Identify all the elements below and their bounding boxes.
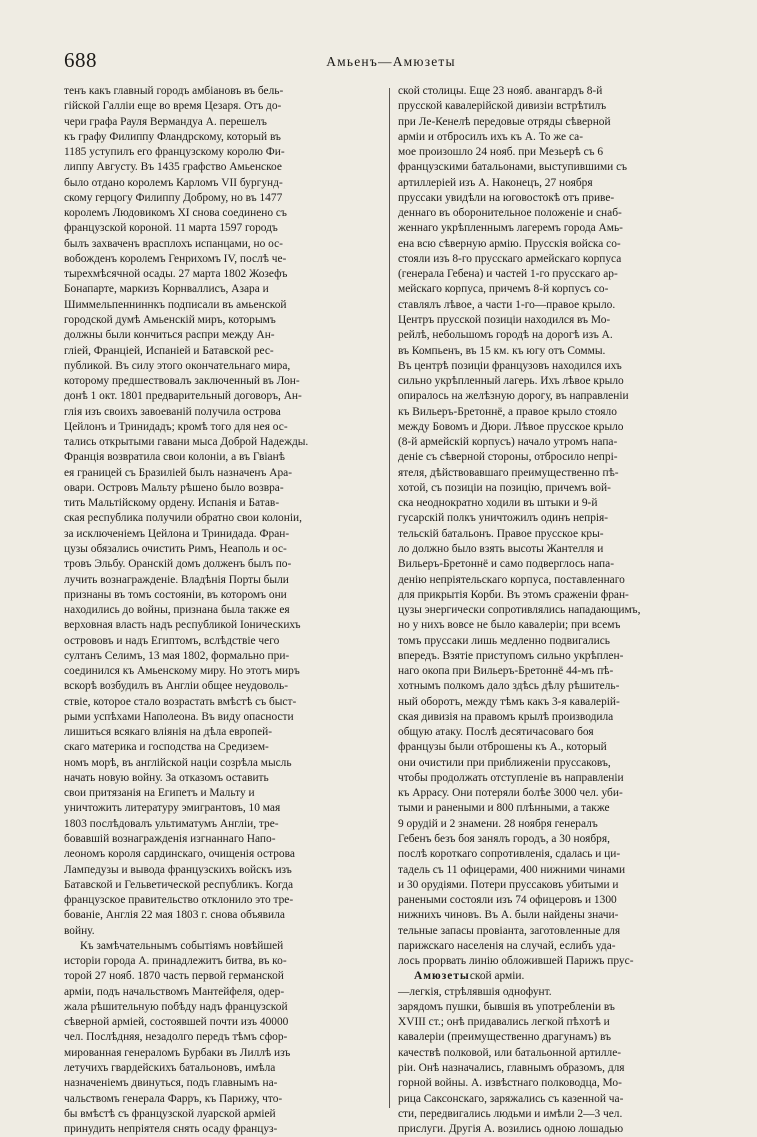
text-line	[64, 985, 382, 1000]
line-text: гусарскій полкъ уничтожилъ одинъ непрія-	[398, 512, 609, 525]
text-line	[398, 588, 716, 603]
line-text: лишиться всякаго вліянія на дѣла европей-	[64, 726, 273, 739]
text-line	[398, 1030, 716, 1045]
line-text: зарядомъ пушки, бывшія въ употребленіи въ	[398, 1000, 615, 1013]
line-text: для прикрытія Корби. Въ этомъ сраженіи фран-	[398, 588, 629, 601]
text-line	[398, 878, 716, 893]
text-line	[64, 298, 382, 313]
line-text: верховная власть надъ республикой Іоническихъ	[64, 619, 301, 632]
line-text: послѣ короткаго сопротивленія, сдалась и ци-	[398, 848, 621, 861]
text-line	[64, 450, 382, 465]
text-line	[64, 542, 382, 557]
text-line	[64, 237, 382, 252]
text-line	[398, 893, 716, 908]
text-line	[398, 389, 716, 404]
text-line	[398, 1061, 716, 1076]
line-text: они очистили при приближеніи пруссаковъ,	[398, 756, 611, 769]
text-line	[398, 985, 716, 1000]
entry-headword: Амюзеты	[414, 970, 470, 983]
line-text: ской арміи.	[469, 970, 525, 983]
line-text: скаго материка и господства на Средизем-	[64, 741, 269, 754]
line-text: французы были отброшены къ А., который	[398, 741, 607, 754]
line-text: наго окопа при Вильеръ-Бретоннё 44-мъ пѣ-	[398, 665, 614, 678]
line-text: (8-й армейскій корпусъ) начало утромъ напа-	[398, 436, 618, 449]
line-text: гліей, Франціей, Испаніей и Батавской рес-	[64, 344, 274, 357]
text-line	[64, 801, 382, 816]
text-line	[64, 1015, 382, 1030]
line-text: цузы обязались очистить Римъ, Неаполь и ос-	[64, 542, 287, 555]
text-line	[64, 817, 382, 832]
line-text: горной войны. А. извѣстнаго полководца, Мо-	[398, 1077, 622, 1090]
left-column	[64, 84, 382, 1137]
text-line	[64, 603, 382, 618]
line-text: исторіи города А. принадлежитъ битва, въ ко-	[64, 955, 287, 968]
text-line	[398, 634, 716, 649]
line-text: арміи, подъ начальствомъ Мантейфеля, одер-	[64, 985, 285, 998]
line-text: сти, передвигались людьми и имѣли 2—3 чел.	[398, 1107, 623, 1120]
text-line	[398, 481, 716, 496]
text-line	[64, 710, 382, 725]
page-number: 688	[64, 48, 97, 72]
line-text: тельскій батальонъ. Правое прусское кры-	[398, 527, 604, 540]
line-text: Цейлонъ и Тринидадъ; кромѣ того для нея ос-	[64, 420, 288, 433]
text-line	[64, 924, 382, 939]
text-line	[64, 145, 382, 160]
text-line	[64, 313, 382, 328]
text-line	[64, 618, 382, 633]
text-line	[398, 679, 716, 694]
line-text: ставлялъ лѣвое, а части 1-го—правое крыло.	[398, 298, 616, 311]
text-line	[398, 420, 716, 435]
line-text: цузы энергически сопротивлялись нападающимъ,	[398, 604, 641, 617]
line-text: къ Вильеръ-Бретоннё, а правое крыло стояло	[398, 405, 617, 418]
line-text: чальствомъ генерала Фарръ, къ Парижу, что-	[64, 1092, 283, 1105]
text-line	[64, 847, 382, 862]
line-text: летучихъ гвардейскихъ батальоновъ, имѣла	[64, 1062, 276, 1074]
text-line	[64, 1107, 382, 1122]
text-line	[398, 237, 716, 252]
line-text: 1185 уступилъ его французскому королю Фи-	[64, 146, 285, 159]
line-text: ло должно было взять высоты Жантелля и	[398, 542, 604, 555]
line-text: женнаго укрѣпленнымъ лагеремъ города Амь-	[398, 222, 623, 235]
text-line	[398, 527, 716, 542]
line-text: 9 орудій и 2 знамени. 28 ноября генералъ	[398, 817, 598, 830]
line-text: острововъ и надъ Египтомъ, вслѣдствіе чего	[64, 634, 280, 647]
line-text: Гебенъ безъ боя занялъ городъ, а 30 ноября,	[398, 833, 610, 846]
text-line	[398, 130, 716, 145]
text-line	[398, 344, 716, 359]
line-text: гійской Галліи еще во время Цезаря. Отъ до-	[64, 100, 282, 113]
line-text: но у нихъ вовсе не было кавалеріи; при всемъ	[398, 619, 621, 632]
text-line	[398, 252, 716, 267]
line-text: рыми успѣхами Наполеона. Въ виду опасности	[64, 710, 294, 723]
line-text: торой 27 нояб. 1870 часть первой германской	[64, 970, 284, 983]
text-line	[64, 1061, 382, 1076]
line-text: бовавшій вознагражденія изгнаннаго Напо-	[64, 833, 276, 846]
text-line	[64, 328, 382, 343]
line-text: Франція возвратила свои колоніи, а въ Гвіанѣ	[64, 451, 285, 464]
text-line	[64, 160, 382, 175]
line-text: французской короной. 11 марта 1597 городъ	[64, 222, 278, 235]
line-text: къ Аррасу. Они потеряли болѣе 3000 чел. уби-	[398, 787, 623, 800]
line-text: ный оборотъ, между тѣмъ какъ 3-я кавалерій-	[398, 695, 620, 708]
line-text: чел. Послѣдняя, незадолго передъ тѣмъ сфор-	[64, 1031, 288, 1044]
line-text: —легкія, стрѣлявшія однофунт.	[398, 985, 552, 998]
text-line	[398, 832, 716, 847]
text-line	[398, 618, 716, 633]
line-text: рица Саксонскаго, заряжались съ казенной ча-	[398, 1092, 624, 1105]
line-text: номъ морѣ, въ англійской націи созрѣла мысль	[64, 756, 292, 769]
text-line	[64, 435, 382, 450]
line-text: начать новую войну. За отказомъ оставить	[64, 771, 269, 784]
line-text: бы вмѣстѣ съ французской луарской арміей	[64, 1107, 276, 1120]
line-text: въ Компьенъ, въ 15 км. къ югу отъ Соммы.	[398, 344, 606, 357]
line-text: мое произошло 24 нояб. при Мезьерѣ съ 6	[398, 146, 604, 159]
text-line	[64, 863, 382, 878]
text-line	[398, 450, 716, 465]
text-line	[64, 527, 382, 542]
text-line	[398, 1092, 716, 1107]
text-line	[64, 756, 382, 771]
line-text: признаны въ томъ состояніи, въ которомъ они	[64, 588, 287, 601]
text-line	[64, 969, 382, 984]
text-line	[64, 786, 382, 801]
text-line	[64, 634, 382, 649]
line-text: денію непріятельскаго корпуса, поставленнаго	[398, 573, 625, 586]
text-line	[64, 1122, 382, 1137]
line-text: тровъ Эльбу. Оранскій домъ долженъ былъ по-	[64, 558, 292, 571]
text-line	[64, 1030, 382, 1045]
text-line	[398, 969, 716, 984]
text-line	[398, 191, 716, 206]
text-line	[64, 649, 382, 664]
text-line	[398, 466, 716, 481]
text-line	[398, 435, 716, 450]
text-line	[398, 710, 716, 725]
line-text: между Бовомъ и Дюри. Лѣвое прусское крыло	[398, 420, 624, 433]
line-text: чери графа Рауля Вермандуа А. перешелъ	[64, 115, 267, 128]
line-text: ская республика получили обратно свои колоніи,	[64, 512, 302, 525]
line-text: хотой, съ позиціи на позицію, причемъ вой-	[398, 481, 611, 494]
text-line	[64, 466, 382, 481]
text-line	[64, 206, 382, 221]
line-text: вобожденъ королемъ Генрихомъ IV, послѣ че-	[64, 252, 287, 265]
line-text: парижскаго населенія на случай, еслибъ уда-	[398, 939, 616, 952]
line-text: Центръ прусской позиціи находился въ Мо-	[398, 313, 611, 326]
text-line	[64, 573, 382, 588]
page-header	[64, 48, 718, 74]
text-line	[64, 725, 382, 740]
line-text: общую атаку. Послѣ десятичасоваго боя	[398, 726, 594, 739]
text-line	[64, 664, 382, 679]
text-line	[64, 84, 382, 99]
text-line	[398, 1000, 716, 1015]
text-line	[64, 344, 382, 359]
text-line	[64, 740, 382, 755]
line-text: липпу Августу. Въ 1435 графство Амьенское	[64, 161, 282, 174]
text-line	[64, 99, 382, 114]
text-line	[64, 939, 382, 954]
line-text: ріи. Онѣ назначались, главнымъ образомъ, для	[398, 1062, 625, 1074]
line-text: жала рѣшительную побѣду надъ французской	[64, 1000, 288, 1013]
text-line	[398, 939, 716, 954]
text-line	[64, 557, 382, 572]
line-text: нижнихъ чиновъ. Въ А. были найдены значи-	[398, 909, 619, 922]
line-text: Къ замѣчательнымъ событіямъ новѣйшей	[80, 939, 284, 952]
text-line	[64, 130, 382, 145]
line-text: рейлѣ, небольшомъ городѣ на дорогѣ изъ А.	[398, 329, 613, 342]
line-text: былъ захваченъ врасплохъ испанцами, но ос-	[64, 237, 283, 250]
text-line	[398, 374, 716, 389]
line-text: арміи и отбросилъ ихъ къ А. То же са-	[398, 130, 584, 143]
text-line	[398, 771, 716, 786]
text-line	[398, 99, 716, 114]
text-line	[64, 176, 382, 191]
text-line	[398, 221, 716, 236]
text-line	[398, 298, 716, 313]
line-text: Батавской и Гельветической республикъ. Когда	[64, 878, 294, 891]
line-text: французскими батальонами, выступившими съ	[398, 161, 628, 174]
text-line	[398, 863, 716, 878]
line-text: которому предшествовалъ заключенный въ Лон-	[64, 375, 300, 388]
line-text: скому герцогу Филиппу Доброму, но въ 1477	[64, 191, 283, 204]
text-line	[398, 1107, 716, 1122]
line-text: пруссаки увидѣли на юговостокѣ отъ приве-	[398, 191, 615, 204]
line-text: ская дивизія на правомъ крылѣ производила	[398, 710, 614, 723]
text-line	[64, 893, 382, 908]
text-line	[398, 1076, 716, 1091]
line-text: ской столицы. Еще 23 нояб. авангардъ 8-й	[398, 85, 603, 97]
line-text: Вильеръ-Бретоннё и само подверглось напа-	[398, 558, 614, 571]
line-text: Лампедузы и вывода французскихъ войскъ изъ	[64, 863, 292, 876]
line-text: французское правительство отклонило это тре-	[64, 894, 294, 907]
text-line	[398, 695, 716, 710]
text-line	[398, 664, 716, 679]
text-line	[64, 420, 382, 435]
text-line	[398, 160, 716, 175]
text-line	[398, 847, 716, 862]
text-line	[64, 832, 382, 847]
text-line	[64, 359, 382, 374]
line-text: овари. Островъ Мальту рѣшено было возвра-	[64, 481, 284, 494]
text-line	[398, 542, 716, 557]
line-text: городской думѣ Амьенскій миръ, которымъ	[64, 313, 276, 326]
line-text: деніе съ сѣверной стороны, отбросило непрі-	[398, 451, 618, 464]
line-text: свои притязанія на Египетъ и Мальту и	[64, 787, 255, 800]
line-text: донѣ 1 окт. 1801 предварительный договоръ, Ан-	[64, 390, 302, 403]
text-line	[398, 1015, 716, 1030]
line-text: тить Мальтійскому ордену. Испанія и Батав-	[64, 497, 280, 510]
text-line	[398, 176, 716, 191]
line-text: Въ центрѣ позиціи французовъ находился ихъ	[398, 359, 622, 372]
line-text: лось прорвать линію обложившей Парижъ прус-	[398, 955, 634, 968]
text-line	[64, 115, 382, 130]
text-line	[64, 267, 382, 282]
line-text: было отдано королемъ Карломъ VII бургунд-	[64, 176, 283, 189]
text-line	[64, 1000, 382, 1015]
text-line	[398, 328, 716, 343]
line-text: прислуги. Другія А. возились одною лошадью	[398, 1123, 624, 1136]
line-text: Шиммельпенниннкъ подписали въ амьенской	[64, 298, 287, 311]
text-line	[64, 954, 382, 969]
text-line	[64, 1076, 382, 1091]
line-text: султанъ Селимъ, 13 мая 1802, формально при-	[64, 649, 290, 662]
text-line	[64, 511, 382, 526]
line-text: принудить непріятеля снять осаду француз-	[64, 1123, 278, 1136]
text-line	[398, 740, 716, 755]
line-text: за исключеніемъ Цейлона и Тринидада. Фран-	[64, 527, 290, 540]
right-column	[398, 84, 716, 1137]
text-line	[64, 481, 382, 496]
text-line	[398, 786, 716, 801]
text-line	[64, 1092, 382, 1107]
line-text: тались открытыми гавани мыса Доброй Надежды.	[64, 436, 309, 449]
line-text: хотнымъ полкомъ дало здѣсь дѣлу рѣшитель-	[398, 680, 620, 693]
line-text: стояли изъ 8-го прусскаго армейскаго корпуса	[398, 252, 622, 265]
line-text: опиралось на желѣзную дорогу, въ направленіи	[398, 390, 629, 403]
line-text: артиллеріей изъ А. Наконецъ, 27 ноября	[398, 176, 593, 189]
line-text: впередъ. Взятіе приступомъ сильно укрѣплен-	[398, 649, 624, 662]
line-text: ея границей съ Бразиліей былъ назначенъ Ара-	[64, 466, 292, 479]
text-line	[398, 145, 716, 160]
text-line	[64, 252, 382, 267]
text-line	[64, 496, 382, 511]
line-text: Бонапарте, маркизъ Корнваллисъ, Азара и	[64, 283, 269, 296]
line-text: ена всю сѣверную армію. Прусскія войска со-	[398, 237, 621, 250]
line-text: качествѣ полковой, или батальонной артилле-	[398, 1046, 622, 1059]
line-text: войну.	[64, 924, 95, 937]
text-line	[398, 84, 716, 99]
line-text: тыми и ранеными и 800 плѣнными, а также	[398, 802, 610, 815]
line-text: томъ пруссаки лишь медленно подвигались	[398, 634, 610, 647]
line-text: королемъ Людовикомъ XI снова соединено съ	[64, 207, 287, 220]
line-text: прусской кавалерійской дивизіи встрѣтилъ	[398, 100, 607, 113]
text-line	[398, 115, 716, 130]
line-text: мированная генераломъ Бурбаки въ Лиллѣ изъ	[64, 1046, 291, 1059]
line-text: тырехмѣсячной осады. 27 марта 1802 Жозефъ	[64, 268, 288, 281]
line-text: (генерала Гебена) и частей 1-го прусскаго ар-	[398, 268, 618, 281]
text-line	[398, 924, 716, 939]
text-line	[64, 221, 382, 236]
line-text: 1803 послѣдовалъ ультиматумъ Англіи, тре-	[64, 817, 279, 830]
line-text: кавалеріи (преимущественно драгунамъ) въ	[398, 1031, 612, 1044]
text-line	[398, 206, 716, 221]
text-line	[398, 1122, 716, 1137]
running-head: Амьенъ—Амюзеты	[326, 54, 456, 69]
text-line	[64, 282, 382, 297]
text-line	[398, 725, 716, 740]
text-line	[64, 695, 382, 710]
text-line	[398, 557, 716, 572]
text-line	[398, 511, 716, 526]
line-text: и 30 орудіями. Потери пруссаковъ убитыми и	[398, 878, 619, 891]
text-line	[398, 603, 716, 618]
text-line	[398, 313, 716, 328]
line-text: къ графу Филиппу Фландрскому, который въ	[64, 130, 281, 143]
line-text: назначеніемъ двинуться, подъ главнымъ на-	[64, 1077, 278, 1090]
text-line	[398, 1046, 716, 1061]
line-text: находились до войны, признана была также ея	[64, 604, 290, 617]
line-text: ска неоднократно ходили въ штыки и 9-й	[398, 497, 598, 510]
text-line	[398, 282, 716, 297]
line-text: тельные запасы провіанта, заготовленные для	[398, 924, 621, 937]
line-text: публикой. Въ силу этого окончательнаго мира,	[64, 359, 291, 372]
line-text: тенъ какъ главный городъ амбіановъ въ бель-	[64, 85, 284, 97]
line-text: сѣверной арміей, состоявшей почти изъ 40000	[64, 1016, 289, 1029]
line-text: ствіе, которое стало возрастать вмѣстѣ съ быст-	[64, 695, 297, 708]
line-text: соединился къ Амьенскому миру. Но этотъ миръ	[64, 665, 300, 678]
text-line	[64, 878, 382, 893]
text-line	[398, 817, 716, 832]
line-text: глія изъ своихъ завоеваній получила острова	[64, 405, 281, 418]
line-text: ятеля, дѣйствовавшаго преимущественно пѣ-	[398, 466, 619, 479]
text-line	[398, 908, 716, 923]
text-line	[398, 267, 716, 282]
line-text: деннаго въ оборонительное положеніе и снаб-	[398, 207, 622, 220]
line-text: ранеными состояли изъ 74 офицеровъ и 1300	[398, 894, 617, 907]
line-text: при Ле-Кенелѣ передовые отряды сѣверной	[398, 115, 611, 128]
line-text: XVIII ст.; онѣ придавались легкой пѣхотѣ и	[398, 1016, 610, 1029]
text-line	[64, 389, 382, 404]
text-line	[64, 405, 382, 420]
line-text: бованіе, Англія 22 мая 1803 г. снова объявила	[64, 909, 285, 922]
text-line	[398, 801, 716, 816]
text-line	[64, 191, 382, 206]
line-text: леономъ короля сардинскаго, очищенія острова	[64, 848, 295, 861]
text-line	[398, 756, 716, 771]
line-text: вскорѣ возбудилъ въ Англіи общее неудоволь-	[64, 680, 289, 693]
line-text: тадель съ 11 офицерами, 400 нижними чинами	[398, 863, 626, 876]
text-line	[64, 588, 382, 603]
text-line	[398, 573, 716, 588]
text-line	[398, 496, 716, 511]
line-text: чтобы продолжать отступленіе въ направленіи	[398, 771, 624, 784]
text-line	[64, 679, 382, 694]
text-line	[398, 359, 716, 374]
line-text: лучить вознагражденіе. Владѣнія Порты были	[64, 573, 289, 586]
text-line	[64, 908, 382, 923]
line-text: мейскаго корпуса, причемъ 8-й корпусъ со-	[398, 283, 609, 296]
text-line	[398, 405, 716, 420]
column-divider	[389, 88, 390, 1108]
text-line	[398, 649, 716, 664]
line-text: уничтожить литературу эмигрантовъ, 10 мая	[64, 802, 281, 815]
text-line	[64, 771, 382, 786]
text-line	[64, 1046, 382, 1061]
line-text: должны были кончиться распри между Ан-	[64, 329, 275, 342]
text-line	[64, 374, 382, 389]
text-line	[398, 954, 716, 969]
line-text: сильно укрѣпленный лагерь. Ихъ лѣвое крыло	[398, 375, 624, 388]
